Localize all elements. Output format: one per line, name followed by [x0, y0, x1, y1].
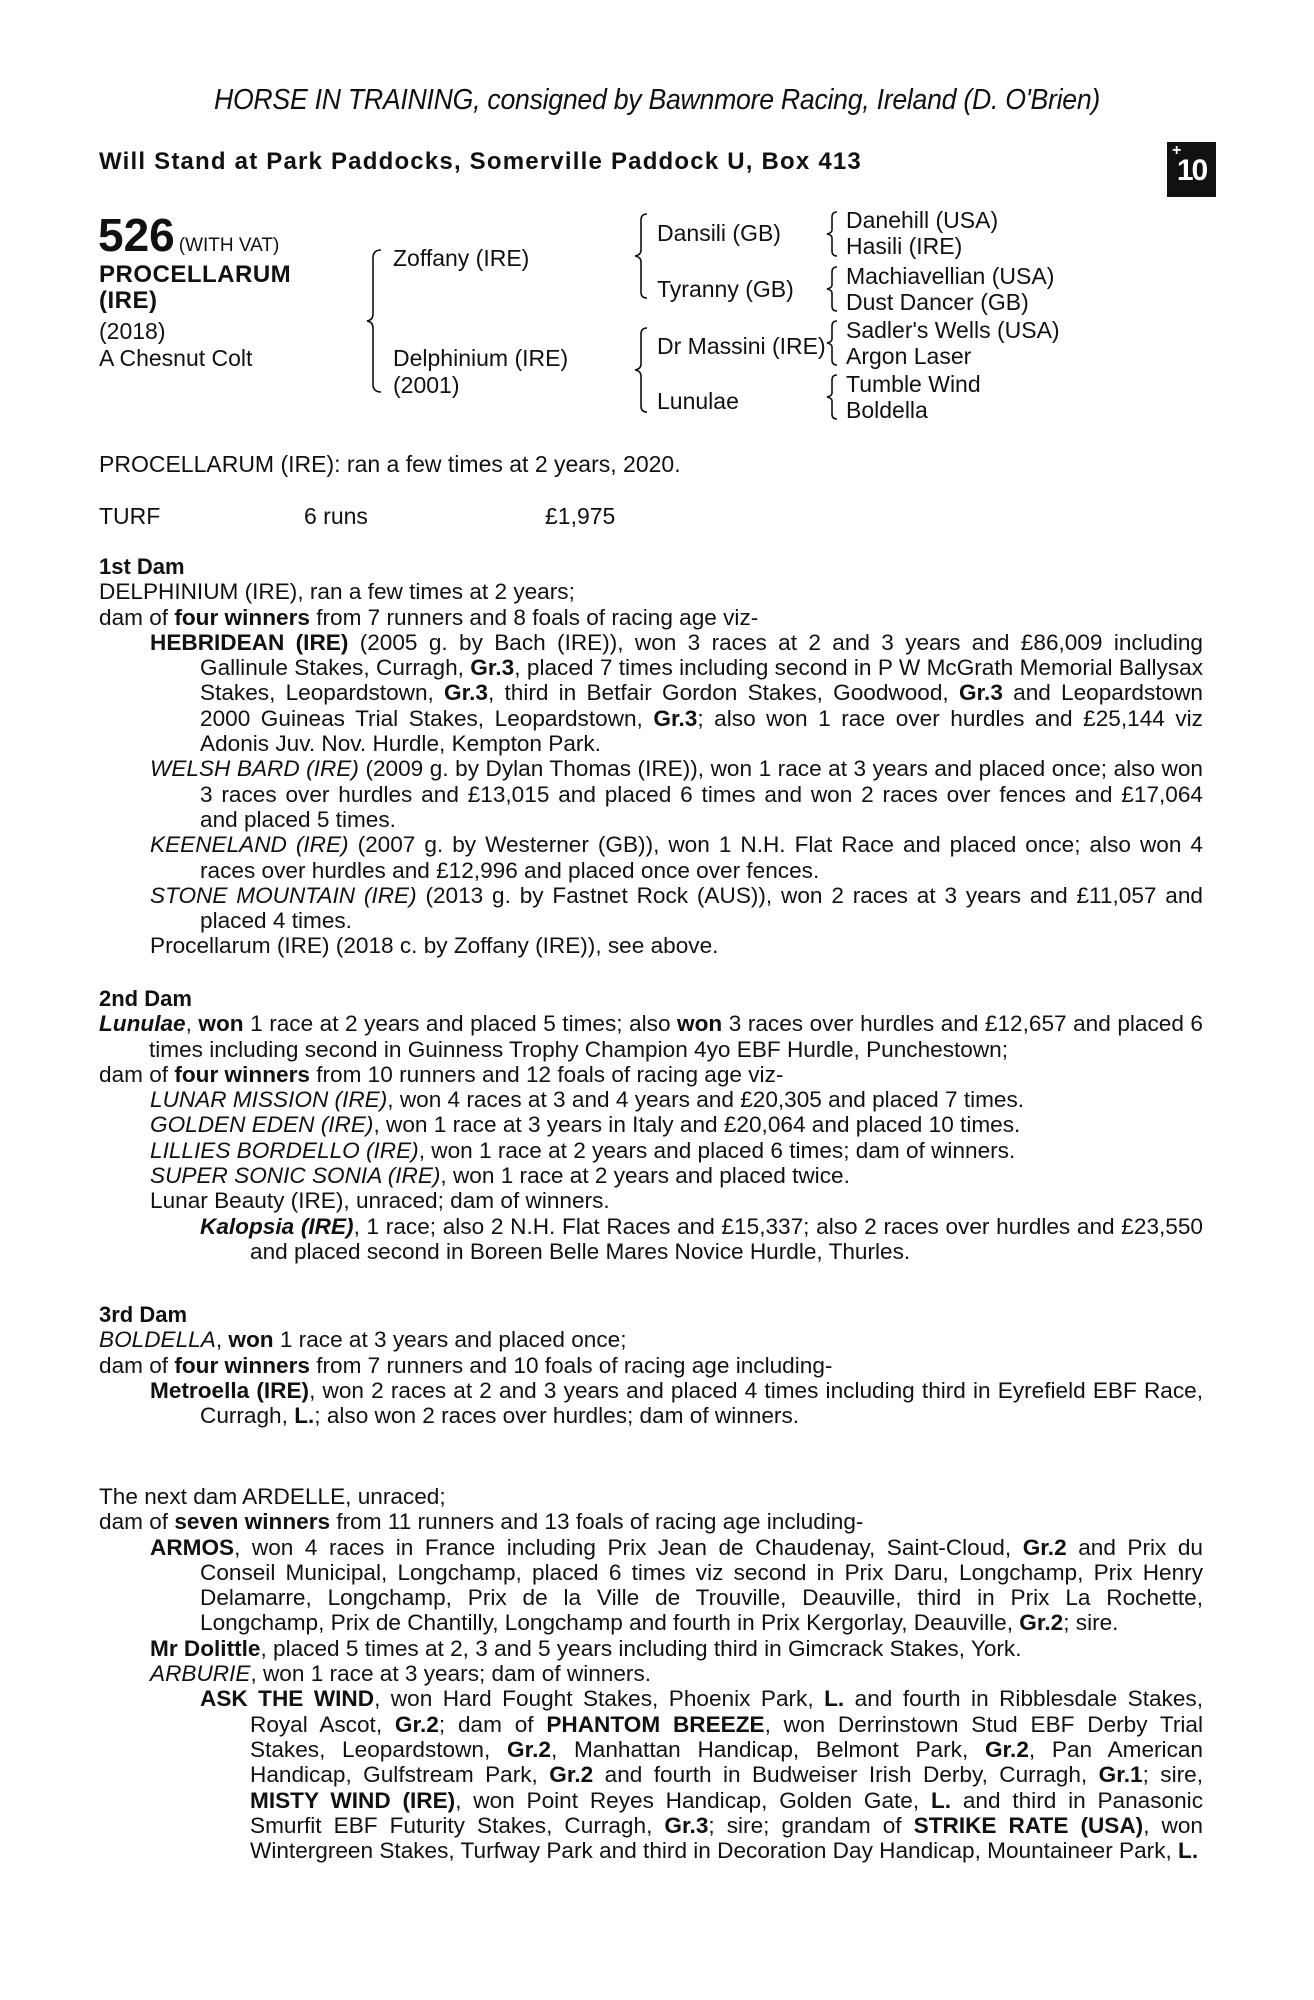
produce-entry: [150, 1163, 1203, 1188]
winners-count: four winners: [174, 1061, 310, 1087]
pedigree-brace-g3-3: [825, 319, 841, 367]
entry-text: (2013 g. by Fastnet Rock (AUS)), won 2 races at 3 years and £11,057 and placed 4 times.: [200, 882, 1203, 934]
entry-name: STONE MOUNTAIN (IRE): [150, 882, 417, 908]
produce-entry: [150, 1087, 1203, 1112]
entry-name: KEENELAND (IRE): [150, 832, 349, 858]
produce-entry: [150, 1188, 1203, 1213]
next-dam-entry-dolittle: [150, 1636, 1203, 1661]
runners-text: from 10 runners and 12 foals of racing age viz-: [309, 1061, 784, 1087]
entry-text: (2005 g. by Bach (IRE)), won 3 races at 2 and 3 years and £86,009 including Gallinule Stakes, Curragh,: [200, 629, 1204, 681]
next-dam-intro: The next dam ARDELLE, unraced;: [99, 1484, 446, 1509]
badge-number: 10: [1176, 154, 1207, 187]
bold-text: Gr.3: [444, 680, 488, 706]
pedigree-gen3-3: Machiavellian (USA): [846, 263, 1055, 289]
pedigree-brace-g3-1: [825, 210, 841, 258]
entry-text: 3 races over hurdles and £12,657 and placed 6 times including second in Guinness Trophy Champion 4yo EBF Hurdle, Punchestown;: [149, 1011, 1203, 1062]
second-dam-produce: [99, 1062, 1203, 1087]
third-dam-produce: [99, 1353, 1203, 1378]
pedigree-sire-sire: Dansili (GB): [657, 220, 781, 246]
entry-name: SUPER SONIC SONIA (IRE): [150, 1163, 441, 1189]
entry-text: , placed 5 times at 2, 3 and 5 years including third in Gimcrack Stakes, York.: [260, 1635, 1022, 1661]
third-dam-section: [99, 1302, 1203, 1428]
entry-name: WELSH BARD (IRE): [150, 756, 359, 782]
entry-name: Metroella (IRE): [150, 1377, 310, 1403]
dam-of-text: dam of: [99, 604, 175, 630]
pedigree-brace-sire: [633, 212, 651, 300]
entry-text: ,: [185, 1011, 199, 1037]
entry-text: , won Hard Fought Stakes, Phoenix Park,: [374, 1686, 825, 1712]
entry-name: LILLIES BORDELLO (IRE): [150, 1137, 419, 1163]
first-dam-entries: [99, 630, 1203, 959]
entry-text: and fourth in Ribblesdale Stakes, Royal Ascot,: [250, 1686, 1203, 1737]
next-dam-produce: [99, 1509, 1203, 1534]
produce-entry: [150, 933, 1203, 958]
bold-text: ARMOS: [150, 1534, 235, 1560]
entry-text: ; sire.: [1063, 1610, 1119, 1636]
badge-plus: +: [1172, 142, 1180, 159]
pedigree-gen3-1: Danehill (USA): [846, 207, 999, 233]
entry-text: , won 4 races at 3 and 4 years and £20,305 and placed 7 times.: [387, 1087, 1025, 1113]
bold-text: L.: [1178, 1838, 1199, 1864]
horse-name-line1: PROCELLARUM: [99, 261, 292, 288]
pedigree-brace-g3-4: [825, 373, 841, 421]
entry-text-2: ; also won 2 races over hurdles; dam of winners.: [314, 1403, 800, 1429]
horse-name: [99, 262, 339, 314]
bold-text: Gr.2: [1019, 1610, 1064, 1636]
entry-text: and Leopardstown 2000 Guineas Trial Stakes, Leopardstown,: [200, 680, 1203, 731]
horse-description: A Chesnut Colt: [99, 345, 253, 371]
entry-name: Lunar Beauty (IRE): [150, 1188, 344, 1214]
winners-count: seven winners: [174, 1509, 331, 1535]
dam-of-text: dam of: [99, 1061, 175, 1087]
bold-text: Gr.2: [1022, 1534, 1067, 1560]
bold-text: Gr.3: [653, 705, 698, 731]
pedigree-sire: Zoffany (IRE): [393, 245, 530, 271]
lot-badge: [1167, 142, 1216, 197]
next-dam-entry-arburie: [150, 1661, 1203, 1686]
entry-text: ; also won 1 race over hurdles and £25,144 viz Adonis Juv. Nov. Hurdle, Kempton Park.: [200, 705, 1203, 757]
entry-text: , won 2 races at 2 and 3 years and placed 4 times including third in Eyrefield EBF Race, Curragh,: [200, 1377, 1203, 1429]
next-dam-section: [99, 1484, 1203, 1863]
bold-text: Gr.3: [470, 655, 515, 681]
first-dam-produce: [99, 605, 1203, 630]
entry-name: Mr Dolittle: [150, 1635, 261, 1661]
bold-text: Gr.2: [394, 1711, 439, 1737]
entry-text: and fourth in Budweiser Irish Derby, Curragh,: [593, 1762, 1099, 1788]
produce-entry: [150, 1112, 1203, 1137]
race-summary: PROCELLARUM (IRE): ran a few times at 2 years, 2020.: [99, 451, 681, 477]
pedigree-gen3-7: Tumble Wind: [846, 371, 981, 397]
produce-entry: [150, 1138, 1203, 1163]
pedigree-dam-sire: Dr Massini (IRE): [657, 333, 826, 359]
entry-text: and third in Panasonic Smurfit EBF Futurity Stakes, Curragh,: [250, 1787, 1203, 1838]
pedigree-sire-dam: Tyranny (GB): [657, 276, 794, 302]
bold-text: Gr.3: [664, 1812, 709, 1838]
pedigree-gen3-5: Sadler's Wells (USA): [846, 317, 1060, 343]
page-title: HORSE IN TRAINING, consigned by Bawnmore Racing, Ireland (D. O'Brien): [213, 84, 1101, 116]
entry-text: , won 1 race at 3 years; dam of winners.: [250, 1661, 652, 1687]
listed-label: L.: [294, 1403, 315, 1429]
second-dam-intro: [99, 1011, 1203, 1062]
record-earnings: £1,975: [545, 503, 616, 529]
horse-year: (2018): [99, 318, 166, 344]
runners-text: from 11 runners and 13 foals of racing age including-: [330, 1509, 864, 1535]
produce-entry: [150, 756, 1203, 832]
entry-name: ARBURIE: [150, 1661, 251, 1687]
pedigree-dam-dam: Lunulae: [657, 388, 739, 414]
pedigree-gen3-2: Hasili (IRE): [846, 233, 963, 259]
entry-text: and Prix du Conseil Municipal, Longchamp, placed 6 times viz second in Prix Daru, Longchamp, Prix Henry Delamarre, Longchamp, Prix de la Ville de Trouville, Deauville, third in Prix La Rochette, Longchamp, Prix de Chantilly, Longchamp and fourth in Prix Kergorlay, Deauville,: [200, 1534, 1203, 1636]
dam-of-text: dam of: [99, 1509, 175, 1535]
bold-text: STRIKE RATE (USA): [913, 1812, 1144, 1838]
entry-text: , won Derrinstown Stud EBF Derby Trial Stakes, Leopardstown,: [250, 1711, 1204, 1762]
second-dam-entries: [99, 1087, 1203, 1213]
pedigree-gen3-8: Boldella: [846, 397, 928, 423]
second-dam-heading: 2nd Dam: [99, 986, 192, 1011]
won-label: won: [228, 1327, 274, 1353]
pedigree-dam-year: (2001): [393, 372, 460, 398]
third-dam-record: 1 race at 3 years and placed once;: [273, 1327, 627, 1353]
entry-text: (2009 g. by Dylan Thomas (IRE)), won 1 race at 3 years and placed once; also won 3 races over hurdles and £13,015 and placed 6 times and won 2 races over fences and £17,064 and placed 5 times.: [200, 756, 1203, 832]
bold-text: L.: [930, 1787, 952, 1813]
next-dam-entry-ask-the-wind: [200, 1686, 1203, 1863]
pedigree-gen3-4: Dust Dancer (GB): [846, 289, 1029, 315]
next-dam-entry-armos: [150, 1535, 1203, 1636]
vat-label: (WITH VAT): [178, 235, 280, 256]
entry-name: GOLDEN EDEN (IRE): [150, 1112, 374, 1138]
bold-text: Gr.2: [507, 1736, 551, 1762]
entry-text: (2018 c. by Zoffany (IRE)), see above.: [329, 933, 719, 959]
entry-text: ; sire,: [1142, 1762, 1203, 1788]
first-dam-intro: DELPHINIUM (IRE), ran a few times at 2 years;: [99, 579, 575, 605]
entry-text: , won 4 races in France including Prix Jean de Chaudenay, Saint-Cloud,: [234, 1534, 1023, 1560]
entry-text: , Pan American Handicap, Gulfstream Park,: [250, 1736, 1203, 1788]
entry-text: , won 1 race at 2 years and placed twice.: [440, 1163, 850, 1189]
third-dam-name: BOLDELLA: [99, 1327, 216, 1353]
pedigree-brace-dam: [633, 326, 651, 414]
bold-text: Gr.2: [984, 1736, 1029, 1762]
entry-text: , third in Betfair Gordon Stakes, Goodwood,: [487, 680, 959, 706]
third-dam-intro: BOLDELLA, won 1 race at 3 years and placed once;: [99, 1327, 627, 1353]
entry-name: Procellarum (IRE): [150, 933, 330, 959]
dam-of-text: dam of: [99, 1352, 175, 1378]
entry-text: , won 1 race at 2 years and placed 6 times; dam of winners.: [418, 1137, 1016, 1163]
bold-text: PHANTOM BREEZE: [546, 1711, 765, 1737]
pedigree-dam: Delphinium (IRE): [393, 345, 569, 371]
winners-count: four winners: [174, 1352, 310, 1378]
produce-entry: [150, 832, 1203, 883]
entry-text: , Manhattan Handicap, Belmont Park,: [550, 1736, 985, 1762]
bold-text: won: [677, 1011, 723, 1037]
produce-entry: [150, 883, 1203, 934]
entry-name: HEBRIDEAN (IRE): [150, 629, 349, 655]
runners-text: from 7 runners and 8 foals of racing age viz-: [309, 604, 759, 630]
pedigree-brace-g3-2: [825, 265, 841, 313]
entry-text: 1 race at 2 years and placed 5 times; also: [243, 1011, 678, 1037]
stand-location: Will Stand at Park Paddocks, Somerville Paddock U, Box 413: [99, 148, 862, 175]
bold-text: Gr.3: [958, 680, 1003, 706]
bold-text: won: [198, 1011, 244, 1037]
runners-text: from 7 runners and 10 foals of racing age including-: [309, 1352, 833, 1378]
bold-text: Gr.2: [549, 1762, 594, 1788]
entry-text: ; dam of: [438, 1711, 547, 1737]
sub-entry-name: Kalopsia (IRE): [200, 1213, 354, 1239]
entry-text: (2007 g. by Westerner (GB)), won 1 N.H. Flat Race and placed once; also won 4 races over hurdles and £12,996 and placed once over fences.: [200, 832, 1203, 883]
record-runs: 6 runs: [304, 503, 368, 529]
second-dam-name: Lunulae: [99, 1011, 186, 1037]
entry-text: , placed 7 times including second in P W McGrath Memorial Ballysax Stakes, Leopardstown,: [200, 655, 1203, 706]
entry-name: LUNAR MISSION (IRE): [150, 1087, 388, 1113]
bold-text: Gr.1: [1098, 1762, 1143, 1788]
entry-text: ; sire; grandam of: [708, 1812, 914, 1838]
bold-text: ASK THE WIND: [200, 1686, 375, 1712]
third-dam-heading: 3rd Dam: [99, 1302, 188, 1327]
entry-text: , won 1 race at 3 years in Italy and £20,064 and placed 10 times.: [373, 1112, 1021, 1138]
pedigree-gen3-6: Argon Laser: [846, 343, 972, 369]
horse-details: [99, 318, 252, 372]
record-surface: TURF: [99, 503, 161, 529]
pedigree-brace-main: [365, 248, 385, 394]
third-dam-entry: [150, 1378, 1203, 1429]
entry-text: , unraced; dam of winners.: [343, 1188, 610, 1214]
second-dam-sub-entry: [200, 1214, 1203, 1265]
entry-text: , won Wintergreen Stakes, Turfway Park and third in Decoration Day Handicap, Mountaineer Park,: [250, 1812, 1203, 1864]
first-dam-section: [99, 554, 1203, 959]
horse-name-line2: (IRE): [99, 287, 158, 314]
second-dam-section: [99, 986, 1203, 1264]
lot-number-value: 526: [98, 209, 175, 261]
produce-entry: [150, 630, 1203, 756]
first-dam-heading: 1st Dam: [99, 554, 185, 579]
bold-text: L.: [824, 1686, 845, 1712]
sub-entry-text: , 1 race; also 2 N.H. Flat Races and £15,337; also 2 races over hurdles and £23,550 and placed second in Boreen Belle Mares Novice Hurdle, Thurles.: [250, 1213, 1203, 1264]
entry-text: , won Point Reyes Handicap, Golden Gate,: [455, 1787, 931, 1813]
bold-text: MISTY WIND (IRE): [250, 1787, 456, 1813]
winners-count: four winners: [174, 604, 310, 630]
